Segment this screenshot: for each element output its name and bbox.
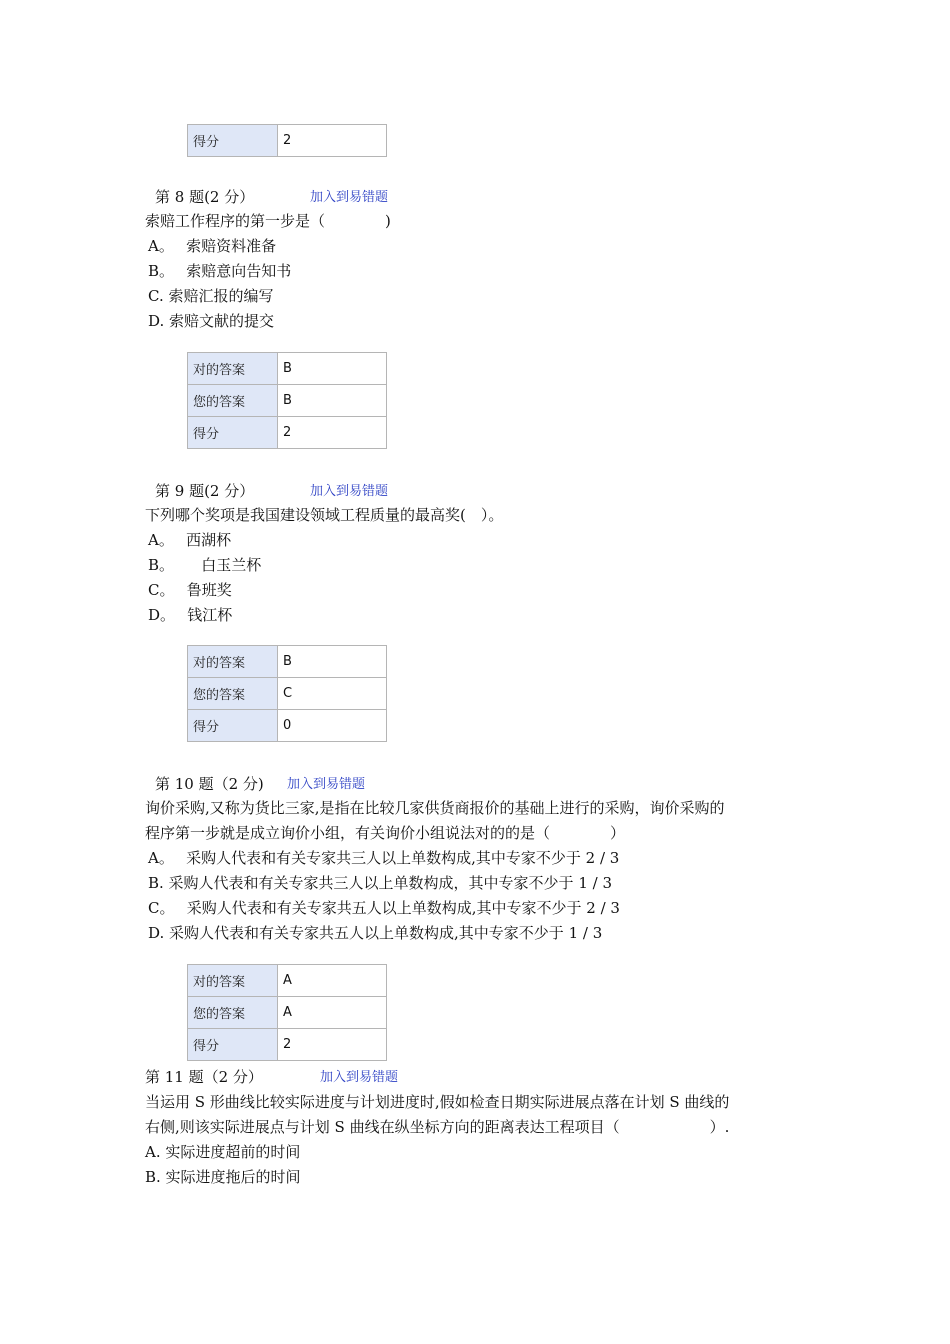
result-table <box>187 964 387 1061</box>
option-a: A。 采购人代表和有关专家共三人以上单数构成,其中专家不少于 2 / 3 <box>148 849 620 867</box>
score-label: 得分 <box>188 710 278 742</box>
option-c: C。 采购人代表和有关专家共五人以上单数构成,其中专家不少于 2 / 3 <box>148 899 620 917</box>
top-score-table <box>187 124 387 157</box>
option-a: A. 实际进度超前的时间 <box>145 1143 301 1161</box>
score-value: 2 <box>278 1029 387 1061</box>
question-stem-line-1: 当运用 S 形曲线比较实际进度与计划进度时,假如检查日期实际进展点落在计划 S 曲线的 <box>145 1093 730 1111</box>
add-to-mistakes-link[interactable]: 加入到易错题 <box>320 1070 399 1085</box>
option-d: D. 采购人代表和有关专家共五人以上单数构成,其中专家不少于 1 / 3 <box>148 924 603 942</box>
score-row <box>188 1029 387 1061</box>
correct-answer-label: 对的答案 <box>188 646 278 678</box>
add-to-mistakes-link[interactable]: 加入到易错题 <box>287 777 366 792</box>
option-d: D。 钱江杯 <box>148 606 233 624</box>
question-stem-line-2: 右侧,则该实际进展点与计划 S 曲线在纵坐标方向的距离表达工程项目（ ）. <box>145 1118 730 1136</box>
score-value: 0 <box>278 710 387 742</box>
correct-answer-row <box>188 965 387 997</box>
correct-answer-row <box>188 646 387 678</box>
score-row <box>188 417 387 449</box>
correct-answer-value: B <box>278 646 387 678</box>
result-table <box>187 352 387 449</box>
option-b: B。 索赔意向告知书 <box>148 262 292 280</box>
score-value: 2 <box>278 417 387 449</box>
your-answer-row <box>188 678 387 710</box>
correct-answer-label: 对的答案 <box>188 965 278 997</box>
option-d: D. 索赔文献的提交 <box>148 312 275 330</box>
option-b: B。 白玉兰杯 <box>148 556 262 574</box>
score-row <box>188 125 387 157</box>
score-value: 2 <box>278 125 387 157</box>
your-answer-label: 您的答案 <box>188 385 278 417</box>
score-label: 得分 <box>188 125 278 157</box>
question-header: 第 9 题(2 分） <box>155 482 255 500</box>
score-label: 得分 <box>188 1029 278 1061</box>
option-b: B. 实际进度拖后的时间 <box>145 1168 301 1186</box>
question-stem: 索赔工作程序的第一步是（ ) <box>145 212 391 230</box>
your-answer-label: 您的答案 <box>188 997 278 1029</box>
option-c: C。 鲁班奖 <box>148 581 232 599</box>
option-a: A。 索赔资料准备 <box>148 237 277 255</box>
add-to-mistakes-link[interactable]: 加入到易错题 <box>310 484 389 499</box>
add-to-mistakes-link[interactable]: 加入到易错题 <box>310 190 389 205</box>
result-table <box>187 645 387 742</box>
score-row <box>188 710 387 742</box>
your-answer-value: C <box>278 678 387 710</box>
question-stem: 下列哪个奖项是我国建设领域工程质量的最高奖( ）。 <box>145 506 504 524</box>
option-b: B. 采购人代表和有关专家共三人以上单数构成，其中专家不少于 1 / 3 <box>148 874 613 892</box>
your-answer-row <box>188 385 387 417</box>
question-header: 第 10 题（2 分) <box>155 775 264 793</box>
option-a: A。 西湖杯 <box>148 531 232 549</box>
question-stem-line-2: 程序第一步就是成立询价小组，有关询价小组说法对的的是（ ） <box>145 824 626 842</box>
correct-answer-row <box>188 353 387 385</box>
correct-answer-value: A <box>278 965 387 997</box>
your-answer-value: A <box>278 997 387 1029</box>
your-answer-row <box>188 997 387 1029</box>
option-c: C. 索赔汇报的编写 <box>148 287 274 305</box>
question-header: 第 8 题(2 分） <box>155 188 255 206</box>
your-answer-label: 您的答案 <box>188 678 278 710</box>
correct-answer-value: B <box>278 353 387 385</box>
correct-answer-label: 对的答案 <box>188 353 278 385</box>
question-header: 第 11 题（2 分） <box>145 1068 263 1086</box>
your-answer-value: B <box>278 385 387 417</box>
question-stem-line-1: 询价采购,又称为货比三家,是指在比较几家供货商报价的基础上进行的采购，询价采购的 <box>145 799 725 817</box>
score-label: 得分 <box>188 417 278 449</box>
